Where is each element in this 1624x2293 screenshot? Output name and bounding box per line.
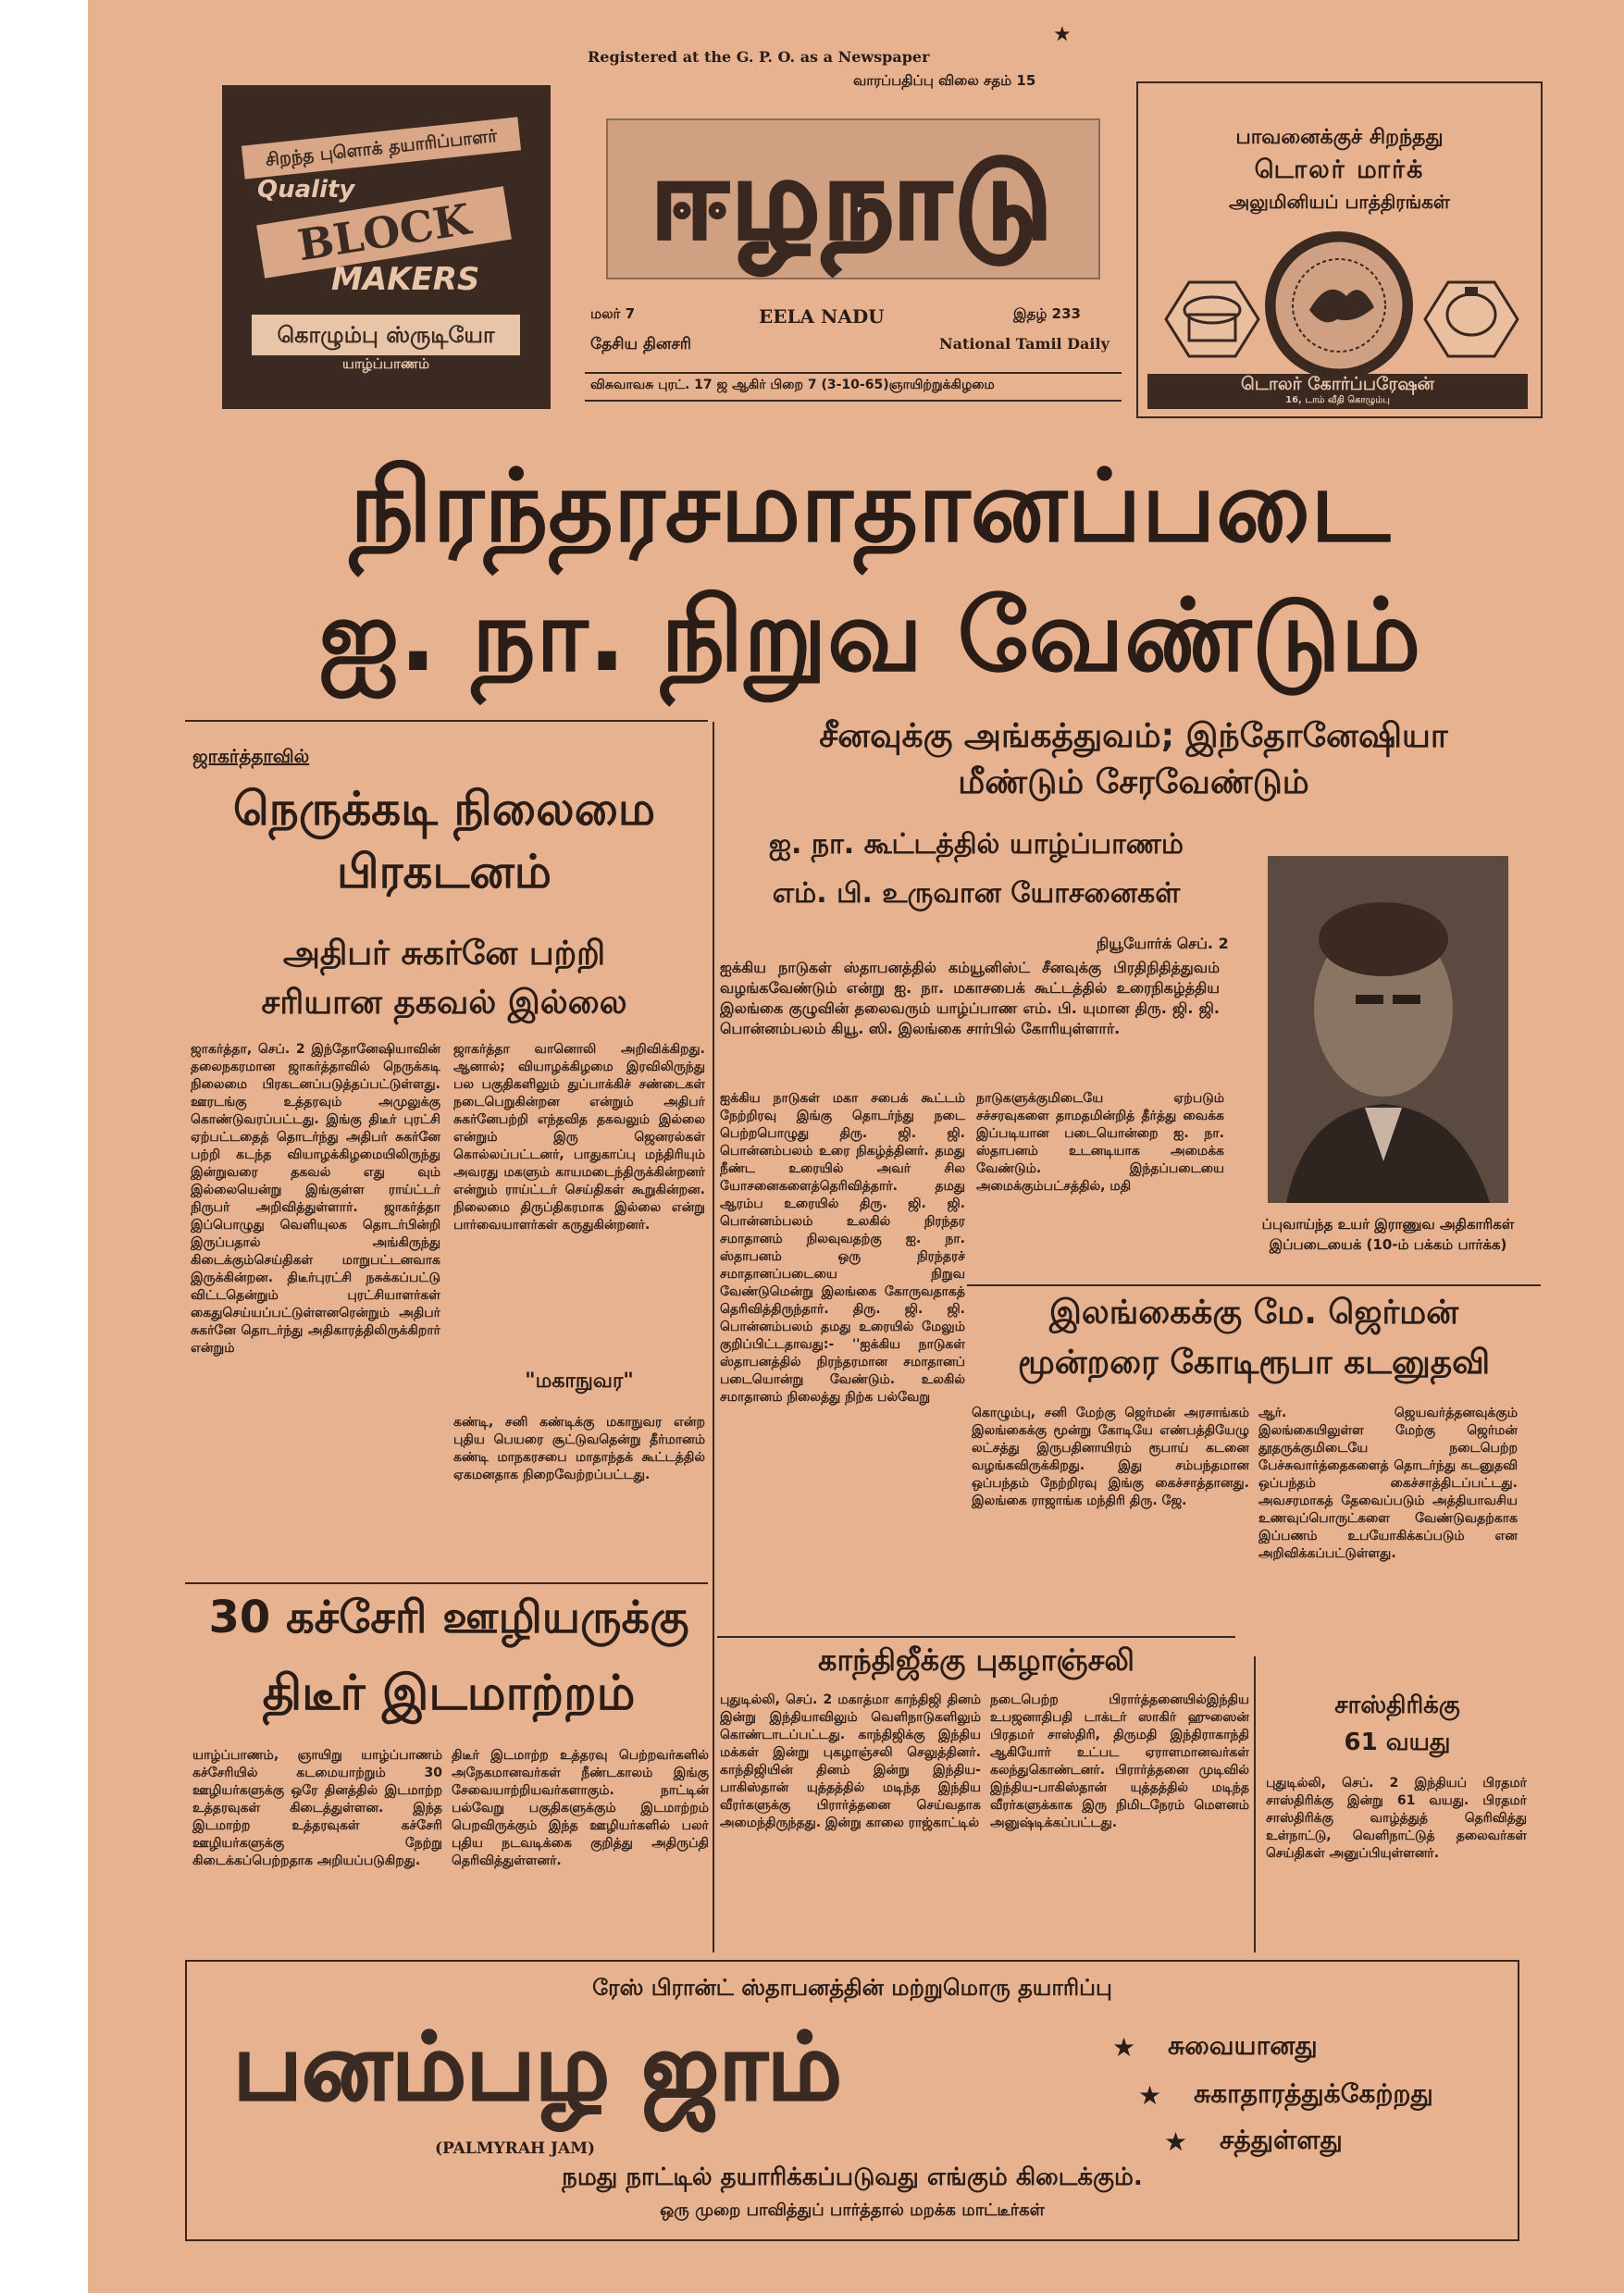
un-intro: ஐக்கிய நாடுகள் ஸ்தாபனத்தில் கம்யூனிஸ்ட் சீனவுக்கு பிரதிநிதித்துவம் வழங்கவேண்டும் என்று ஐ. நா. மகாசபைக் கூட்டத்தில் உரைநிகழ்த்திய இலங்கை குழுவின் தலைவரும் யாழ்ப்பாண எம். பி. யுமான திரு. ஜி. ஜி. பொன்னம்பலம் கியூ. ஸி. இலங்கை சார்பில் கோரியுள்ளார்.	[720, 959, 1220, 1037]
un-dateline: நியூயோர்க் செப். 2	[1097, 935, 1229, 952]
germany-col1: கொழும்பு, சனி மேற்கு ஜெர்மன் அரசாங்கம் இலங்கைக்கு மூன்று கோடியே எண்பத்தியேழு லட்சத்து இருபதினாயிரம் ரூபாய் கடனை வழங்கவிருக்கிறது. இது சம்பந்தமான ஒப்பந்தம் நேற்றிரவு இங்கு கைச்சாத்தானது. இலங்கை ராஜாங்க மந்திரி திரு. ஜே.	[972, 1406, 1249, 1508]
subhead-line1: சீனவுக்கு அங்கத்துவம்; இந்தோனேஷியா	[819, 717, 1448, 755]
portrait-photo	[1268, 856, 1508, 1203]
jakarta-sub2: சரியான தகவல் இல்லை	[261, 984, 627, 1022]
ad-dollar-footer	[1147, 374, 1528, 409]
mahanuvara-body: கண்டி, சனி கண்டிக்கு மகாநுவர என்ற புதிய பெயரை சூட்டுவதென்று தீர்மானம் கண்டி மாநகரசபை மாதாந்தக் கூட்டத்தில் ஏகமனதாக நிறைவேற்றப்பட்டது.	[453, 1415, 705, 1482]
star-icon: ★	[1138, 2080, 1162, 2111]
price-line: வாரப்பதிப்பு விலை சதம் 15	[853, 72, 1036, 89]
ad-block-makers	[222, 85, 551, 409]
ad-jam-product: பனம்பழ ஜாம்	[233, 2013, 842, 2121]
ad-makers-word: MAKERS	[331, 261, 480, 298]
jakarta-head2: பிரகடனம்	[337, 845, 552, 899]
dollar-seal-icon	[1265, 231, 1413, 379]
shastri-body: புதுடில்லி, செப். 2 இந்தியப் பிரதமர் சாஸ்திரிக்கு இன்று 61 வயது. பிரதமர் சாஸ்திரிக்கு வாழ்த்துத் தெரிவித்து உள்நாட்டு, வெளிநாட்டுத் தலைவர்கள் செய்திகள் அனுப்பியுள்ளனர்.	[1266, 1776, 1527, 1861]
ad-block-word: BLOCK	[256, 186, 512, 279]
masthead-rule-top	[585, 372, 1122, 374]
germany-head1: இலங்கைக்கு மே. ஜெர்மன்	[1048, 1294, 1459, 1332]
ad-studio: கொழும்பு ஸ்ருடியோ	[252, 315, 520, 355]
issue-number-right: இதழ் 233	[1013, 305, 1081, 322]
main-headline-line1: நிரந்தரசமாதானப்படை	[349, 449, 1391, 564]
ad-place: யாழ்ப்பாணம்	[341, 355, 430, 372]
column-rule	[713, 722, 714, 1952]
cookware-illustration	[1147, 222, 1531, 389]
ad-jam-top: ரேஸ் பிரான்ட் ஸ்தாபனத்தின் மற்றுமொரு தயாரிப்பு	[592, 1975, 1112, 2001]
jakarta-col1: ஜாகர்த்தா, செப். 2 இந்தோனேஷியாவின் தலைநகரமான ஜாகர்த்தாவில் நெருக்கடி நிலைமை பிரகடனப்படுத்தப்பட்டுள்ளது. ஊரடங்கு உத்தரவும் அமுலுக்கு கொண்டுவரப்பட்டது. இங்கு திடீர் புரட்சி ஏற்பட்டதைத் தொடர்ந்து அதிபர் சுகர்னே பற்றி கடந்த வியாழக்கிழமையிலிருந்து இன்றுவரை தகவல் எது வும் இல்லையென்று இங்குள்ள ராய்ட்டர் நிருபர் அறிவித்துள்ளார். ஜாகர்த்தா இப்பொழுது வெளியுலக தொடர்பின்றி இருப்பதால் அங்கிருந்து கிடைக்கும்செய்திகள் மாறுபட்டனவாக இருக்கின்றன. திடீர்புரட்சி நசுக்கப்பட்டு விட்டதென்றும் புரட்சியாளர்கள் கைதுசெய்யப்பட்டுள்ளனரென்றும் அதிபர் சுகர்னே தொடர்ந்து அதிகாரத்திலிருக்கிறார் என்றும்	[191, 1042, 440, 1356]
main-headline-line2: ஐ. நா. நிறுவ வேண்டும்	[318, 578, 1421, 694]
shastri-head1: சாஸ்திரிக்கு	[1334, 1692, 1460, 1719]
ad-jam-point3: சத்துள்ளது	[1220, 2125, 1343, 2155]
ad-dollar-mark	[1136, 81, 1543, 418]
un-col2: நாடுகளுக்குமிடையே ஏற்படும் சச்சரவுகளை தாமதமின்றித் தீர்த்து வைக்க இப்படியான படையொன்றை ஐ. நா. ஸ்தாபனம் உடனடியாக அமைக்க வேண்டும். இந்தப்படையை அமைக்கும்பட்சத்தில், மதி	[976, 1091, 1224, 1194]
gandhi-col1: புதுடில்லி, செப். 2 மகாத்மா காந்திஜி தினம் இன்று இந்தியாவிலும் வெளிநாடுகளிலும் கொண்டாடப்பட்டது. காந்திஜிக்கு இந்திய மக்கள் இன்று புகழாஞ்சலி செலுத்தினர். காந்திஜியின் தினம் இன்று இந்திய-பாகிஸ்தான் யுத்தத்தில் மடிந்த இந்திய வீரர்களுக்கு பிரார்த்தனை செய்வதாக அமைந்திருந்தது. இன்று காலை ராஜ்காட்டில்	[720, 1692, 981, 1830]
photo-caption: ப்புவாய்ந்த உயர் இராணுவ அதிகாரிகள் இப்படையைக் (10-ம் பக்கம் பார்க்க)	[1261, 1216, 1515, 1253]
germany-col2: ஆர். ஜெயவர்த்தனவுக்கும் இலங்கையிலுள்ள மேற்கு ஜெர்மன் தூதருக்குமிடையே நடைபெற்ற பேச்சுவார்த்தைகளைத் தொடர்ந்து கடனுதவி ஒப்பந்தம் கைச்சாத்திடப்பட்டது. அவசரமாகத் தேவைப்படும் அத்தியாவசிய உணவுப்பொருட்களை வேண்டுவதற்காக இப்பணம் உபயோகிக்கப்படும் என அறிவிக்கப்பட்டுள்ளது.	[1258, 1406, 1518, 1561]
un-head1: ஐ. நா. கூட்டத்தில் யாழ்ப்பாணம்	[768, 828, 1184, 861]
ad-jam-point1: சுவையானது	[1168, 2030, 1318, 2061]
masthead-title: ஈழநாடு	[651, 135, 1056, 263]
star-icon: ★	[1112, 2032, 1136, 2063]
transfer-head1: 30 கச்சேரி ஊழியருக்கு	[208, 1592, 689, 1643]
section-rule-left	[185, 720, 708, 722]
tagline-english: National Tamil Daily	[939, 335, 1110, 353]
masthead-rule-bottom	[585, 400, 1122, 402]
ad-dollar-footer-title: டொலர் கோர்ப்பரேஷன்	[1241, 374, 1434, 394]
shastri-head2: 61 வயது	[1344, 1729, 1451, 1756]
pot-left-icon	[1166, 282, 1258, 356]
un-col1: ஐக்கிய நாடுகள் மகா சபைக் கூட்டம் நேற்றிரவு இங்கு தொடர்ந்து நடை பெற்றபொழுது திரு. ஜி. ஜி. பொன்னம்பலம் உரை நிகழ்த்தினர். தமது நீண்ட உரையில் அவர் சில யோசனைகளைத்தெரிவித்தார். தமது ஆரம்ப உரையில் திரு. ஜி. ஜி. பொன்னம்பலம் உலகில் நிரந்தர சமாதானம் நிலவுவதற்கு ஐ. நா. ஸ்தாபனம் ஒரு நிரந்தரச் சமாதானப்படையை நிறுவ வேண்டுமென்று இலங்கை கோருவதாகத் தெரிவித்திருந்தார். திரு. ஜி. ஜி. பொன்னம்பலம் தமது உரையில் மேலும் குறிப்பிட்டதாவது:- ''ஐக்கிய நாடுகள் ஸ்தாபனத்தில் நிரந்தரமான சமாதானப் படையொன்று வேண்டும். உலகில் சமாதானம் நிலைத்து நிற்க பல்வேறு	[720, 1091, 965, 1405]
registered-line: Registered at the G. P. O. as a Newspaper	[588, 48, 930, 66]
ad-jam-tag2: ஒரு முறை பாவித்துப் பார்த்தால் மறக்க மாட்டீர்கள்	[660, 2200, 1045, 2220]
jakarta-head1: நெருக்கடி நிலைமை	[232, 782, 656, 836]
portrait-figure	[1268, 856, 1508, 1203]
ad-jam-tag1: நமது நாட்டில் தயாரிக்கப்படுவது எங்கும் கிடைக்கும்.	[562, 2163, 1143, 2191]
transfer-head2: திடீர் இடமாற்றம்	[262, 1666, 636, 1721]
germany-head2: மூன்றரை கோடிரூபா கடனுதவி	[1017, 1344, 1491, 1382]
un-head2: எம். பி. உருவான யோசனைகள்	[772, 877, 1181, 910]
section-rule-left-2	[185, 1582, 708, 1584]
subhead-line2: மீண்டும் சேரவேண்டும்	[958, 763, 1309, 801]
english-name: EELA NADU	[759, 305, 885, 328]
transfer-col1: யாழ்ப்பாணம், ஞாயிறு யாழ்ப்பாணம் கச்சேரியில் கடமையாற்றும் 30 ஊழியர்களுக்கு ஒரே தினத்தில் இடமாற்ற உத்தரவுகள் கிடைத்துள்ளன. இந்த இடமாற்ற உத்தரவுகள் கச்சேரி ஊழியர்களுக்கு நேற்று கிடைக்கப்பெற்றதாக அறியப்படுகிறது.	[192, 1748, 442, 1868]
transfer-col2: திடீர் இடமாற்ற உத்தரவு பெற்றவர்களில் அநேகமானவர்கள் நீண்டகாலம் இங்கு சேவையாற்றியவர்களாகும். நாட்டின் பல்வேறு பகுதிகளுக்கும் இடமாற்றம் பெறவிருக்கும் இந்த ஊழியர்களில் பலர் புதிய நடவடிக்கை குறித்து அதிருப்தி தெரிவித்துள்ளனர்.	[452, 1748, 709, 1868]
star-icon: ★	[1053, 23, 1072, 46]
ad-jam-product-en: (PALMYRAH JAM)	[435, 2139, 596, 2158]
ad-dollar-line2: டொலர் மார்க்	[1254, 155, 1425, 184]
jakarta-kicker: ஜாகர்த்தாவில்	[192, 745, 310, 767]
masthead-box	[606, 118, 1100, 279]
ad-dollar-footer-address: 16, டாம் வீதி கொழும்பு	[1285, 395, 1390, 405]
ad-dollar-line1: பாவனைக்குச் சிறந்தது	[1235, 126, 1444, 149]
ad-jam-point2: சுகாதாரத்துக்கேற்றது	[1194, 2078, 1433, 2109]
gandhi-col2: நடைபெற்ற பிரார்த்தனையில்இந்திய உபஜனாதிபதி டாக்டர் ஸாகிர் ஹுஸைன் பிரதமர் சாஸ்திரி, திருமதி இந்திராகாந்தி ஆகியோர் உட்பட ஏராளமானவர்கள் கலந்துகொண்டனர். பிரார்த்தனை முடிவில் இந்திய-பாகிஸ்தான் யுத்தத்தில் மடிந்த வீரர்களுக்காக இரு நிமிடநேரம் மௌனம் அனுஷ்டிக்கப்பட்டது.	[990, 1692, 1249, 1830]
date-line: விசுவாவசு புரட். 17 ஜ ஆகிர் பிறை 7 (3-10-65)ஞாயிற்றுக்கிழமை	[590, 378, 995, 392]
ad-quality: Quality	[257, 176, 355, 204]
ad-palmyrah-jam	[185, 1960, 1519, 2241]
tagline-tamil: தேசிய தினசரி	[590, 335, 692, 353]
ad-dollar-line3: அலுமினியப் பாத்திரங்கள்	[1229, 191, 1450, 213]
section-rule-gandhi	[717, 1636, 1235, 1638]
gandhi-head: காந்திஜீக்கு புகழாஞ்சலி	[818, 1642, 1134, 1678]
column-rule-shastri	[1254, 1656, 1256, 1952]
star-icon: ★	[1164, 2126, 1188, 2157]
mahanuvara-head: "மகாநுவர"	[525, 1370, 634, 1393]
ad-ribbon: சிறந்த புளொக் தயாரிப்பாளர்	[242, 117, 521, 179]
jakarta-sub1: அதிபர் சுகர்னே பற்றி	[282, 935, 606, 973]
issue-number-left: மலர் 7	[590, 305, 636, 322]
section-rule-germany	[967, 1284, 1541, 1286]
kettle-right-icon	[1425, 282, 1518, 356]
jakarta-col2: ஜாகர்த்தா வானொலி அறிவிக்கிறது. ஆனால்; வியாழக்கிழமை இரவிலிருந்து பல பகுதிகளிலும் துப்பாக்கிச் சண்டைகள் நடைபெறுகின்றன என்றும் அதிபர் சுகர்னேபற்றி எந்தவித தகவலும் இல்லை என்றும் இரு ஜெனரல்கள் கொல்லப்பட்டனர், பாதுகாப்பு மந்திரியும் அவரது மகளும் காயமடைந்திருக்கின்றனர் என்றும் ராய்ட்டர் செய்திகள் கூறுகின்றன. நிலைமை திருப்திகரமாக இல்லை என்று பார்வையாளர்கள் கருதுகின்றனர்.	[453, 1042, 705, 1233]
